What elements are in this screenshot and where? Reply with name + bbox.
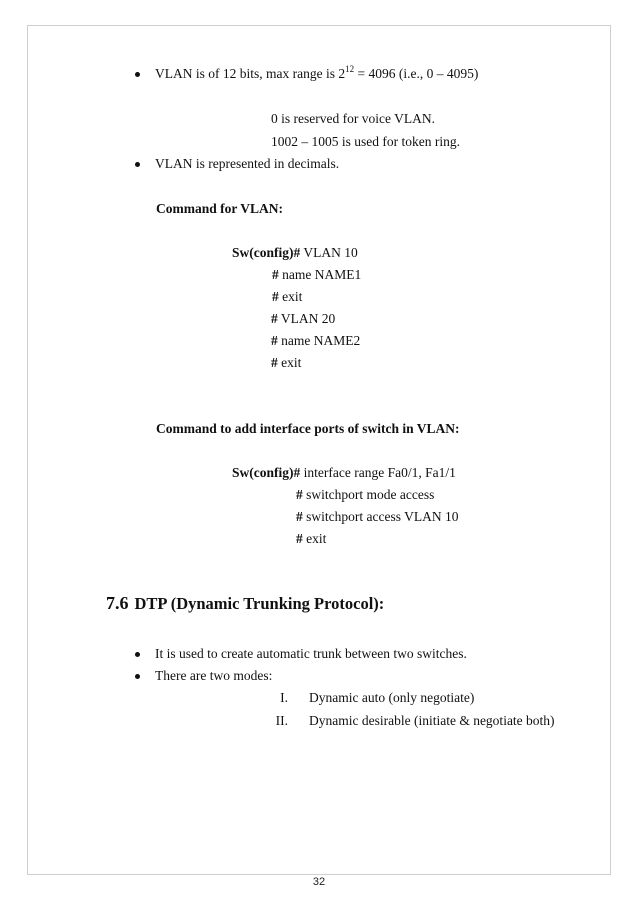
hash-prompt: # xyxy=(271,355,278,370)
section-number: 7.6 xyxy=(106,593,129,613)
command-text: exit xyxy=(277,355,302,370)
vlan-command-line-4 xyxy=(271,311,335,327)
hash-prompt: # xyxy=(272,267,279,282)
interface-command-heading: Command to add interface ports of switch in VLAN: xyxy=(156,421,460,436)
vlan-command-line-5 xyxy=(271,333,360,349)
config-prompt: Sw(config)# xyxy=(232,465,301,480)
interface-command-line-1 xyxy=(232,465,456,481)
hash-prompt: # xyxy=(271,333,278,348)
vlan-command-text: VLAN 10 xyxy=(300,245,358,260)
bullet-vlan-bits xyxy=(155,66,478,82)
hash-prompt: # xyxy=(296,487,303,502)
bullet-decimals: VLAN is represented in decimals. xyxy=(155,156,340,171)
interface-command-line-3 xyxy=(296,509,458,525)
vlan-bits-text: VLAN is of 12 bits, max range is 2 xyxy=(155,66,346,81)
mode-text-1: Dynamic auto (only negotiate) xyxy=(309,690,475,705)
page-border xyxy=(27,25,611,875)
reserved-voice-text: 0 is reserved for voice VLAN. xyxy=(271,111,435,126)
hash-prompt: # xyxy=(296,531,303,546)
page-number: 32 xyxy=(312,876,326,888)
vlan-command-heading: Command for VLAN: xyxy=(156,201,284,216)
token-ring-text: 1002 – 1005 is used for token ring. xyxy=(271,134,460,149)
bullet-modes: There are two modes: xyxy=(155,668,273,683)
command-text: name NAME1 xyxy=(278,267,362,282)
vlan-command-line-6 xyxy=(271,355,301,371)
vlan-command-line-3 xyxy=(272,289,302,305)
mode-text-2: Dynamic desirable (initiate & negotiate both) xyxy=(309,713,555,728)
vlan-command-line-2 xyxy=(272,267,361,283)
bullet-trunk: It is used to create automatic trunk between two switches. xyxy=(155,646,467,661)
hash-prompt: # xyxy=(296,509,303,524)
command-text: exit xyxy=(302,531,327,546)
hash-prompt: # xyxy=(271,311,278,326)
vlan-bits-superscript: 12 xyxy=(345,64,355,74)
interface-command-text: interface range Fa0/1, Fa1/1 xyxy=(300,465,456,480)
command-text: switchport access VLAN 10 xyxy=(302,509,459,524)
mode-numeral-1: I. xyxy=(280,690,288,705)
command-text: exit xyxy=(278,289,303,304)
hash-prompt: # xyxy=(272,289,279,304)
config-prompt: Sw(config)# xyxy=(232,245,301,260)
command-text: name NAME2 xyxy=(277,333,361,348)
mode-numeral-2: II. xyxy=(275,713,288,728)
section-title: DTP (Dynamic Trunking Protocol): xyxy=(134,594,385,613)
command-text: VLAN 20 xyxy=(277,311,336,326)
command-text: switchport mode access xyxy=(302,487,435,502)
interface-command-line-4 xyxy=(296,531,326,547)
vlan-command-line-1 xyxy=(232,245,358,261)
section-heading xyxy=(106,595,384,612)
interface-command-line-2 xyxy=(296,487,434,503)
vlan-bits-range: = 4096 (i.e., 0 – 4095) xyxy=(354,66,479,81)
